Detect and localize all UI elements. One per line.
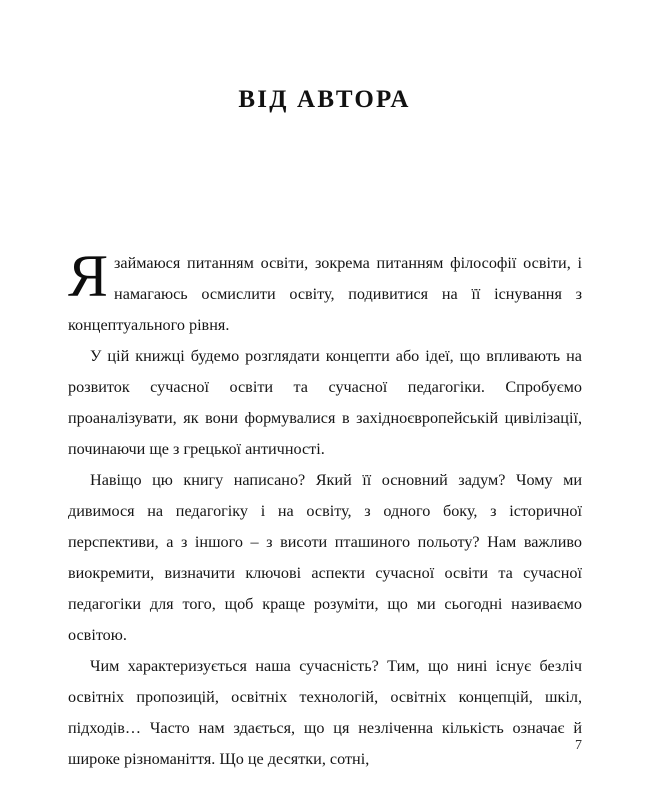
page-title: ВІД АВТОРА bbox=[238, 86, 411, 113]
body-text-block bbox=[68, 243, 582, 775]
paragraph-text: займаюся питанням освіти, зокрема питанням філософії освіти, і намагаюсь осмислити освіту, подивитися на її існування з концептуального рівня. bbox=[68, 254, 582, 334]
paragraph bbox=[68, 465, 582, 651]
paragraph bbox=[68, 651, 582, 775]
paragraph-text: Навіщо цю книгу написано? Який її основний задум? Чому ми дивимося на педагогіку і на освіту, з одного боку, з історичної перспективи, а з іншого – з висоти пташиного польоту? Нам важливо виокремити, визначити ключові аспекти сучасної освіти та сучасної педагогіки для того, щоб краще розуміти, що ми сьогодні називаємо освітою. bbox=[68, 471, 582, 644]
paragraph bbox=[68, 341, 582, 465]
paragraph-text: У цій книжці будемо розглядати концепти або ідеї, що впливають на розвиток сучасної освіти та сучасної педагогіки. Спробуємо проаналізувати, як вони формувалися в західноєвропейській цивілізації, починаючи ще з грецької античності. bbox=[68, 347, 582, 458]
paragraph-text: Чим характеризується наша сучасність? Тим, що нині існує безліч освітніх пропозицій, освітніх технологій, освітніх концепцій, шкіл, підходів… Часто нам здається, що ця незліченна кількість означає й широке різноманіття. Що це десятки, сотні, bbox=[68, 657, 582, 768]
page-number: 7 bbox=[575, 738, 582, 753]
paragraph bbox=[68, 243, 582, 341]
drop-cap-letter: Я bbox=[68, 243, 109, 309]
